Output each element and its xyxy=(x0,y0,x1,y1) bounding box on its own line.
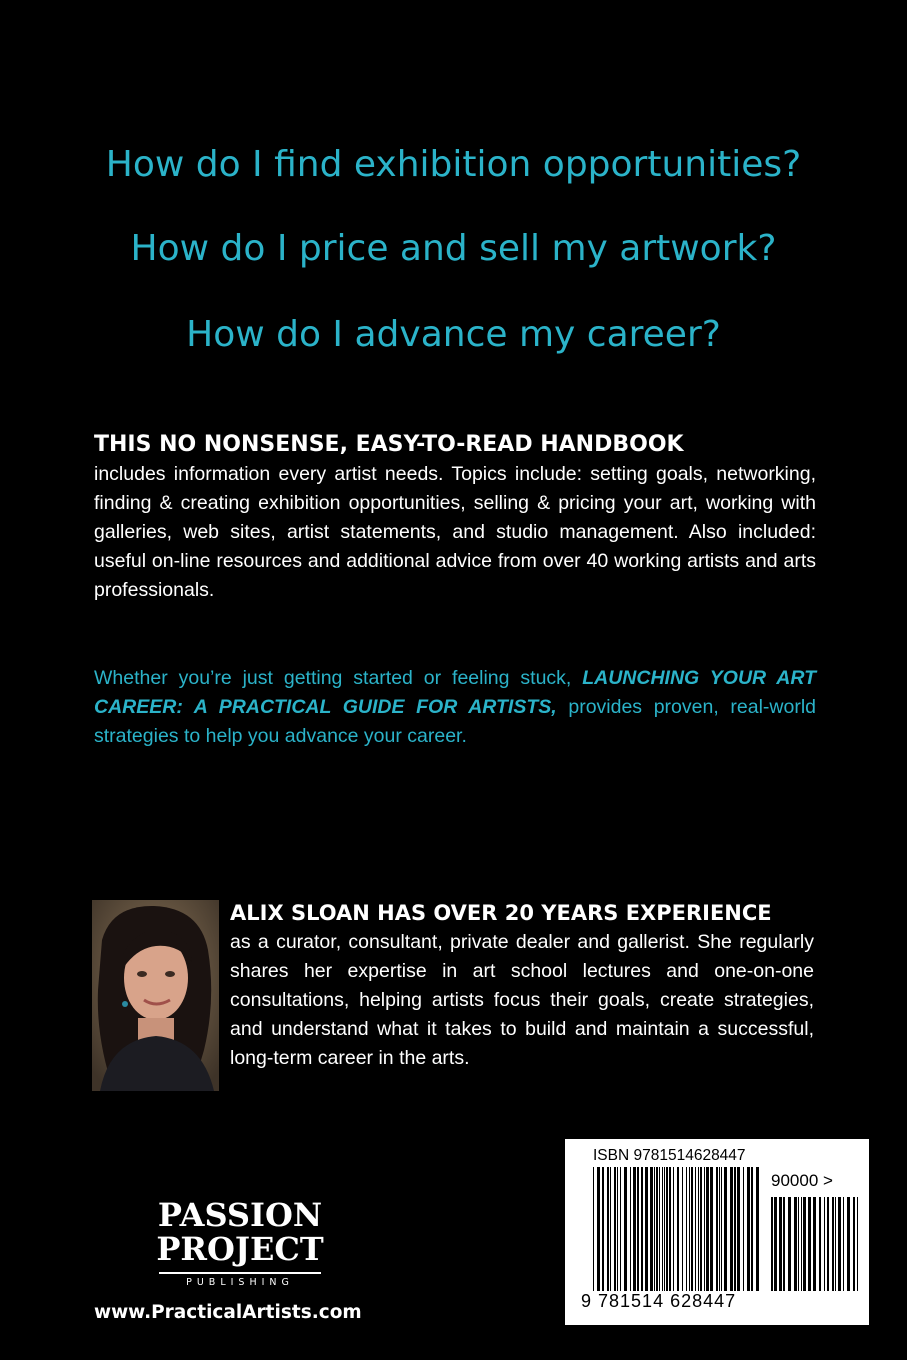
question-pricing: How do I price and sell my artwork? xyxy=(130,228,777,269)
author-bio xyxy=(230,898,814,1073)
question-career: How do I advance my career? xyxy=(186,314,721,355)
publisher-line-3: PUBLISHING xyxy=(159,1272,321,1288)
book-title: LAUNCHING YOUR ART CAREER: A PRACTICAL GUIDE FOR ARTISTS, xyxy=(94,667,817,718)
pitch-intro: Whether you’re just getting started or feeling stuck, xyxy=(94,667,583,689)
author-heading: ALIX SLOAN HAS OVER 20 YEARS EXPERIENCE xyxy=(230,901,772,925)
pitch-outro: provides proven, real-world strategies to help you advance your career. xyxy=(94,696,817,747)
author-portrait-image xyxy=(92,900,219,1091)
handbook-body: includes information every artist needs. Topics include: setting goals, networking, finding & creating exhibition opportunities, selling & pricing your art, working with galleries, web sites, artist statements, and studio management. Also included: useful on-line resources and additional advice from over 40 working artists and arts professionals. xyxy=(94,463,816,601)
author-photo xyxy=(92,900,219,1091)
author-body: as a curator, consultant, private dealer and gallerist. She regularly shares her expertise in art school lectures and one-on-one consultations, helping artists focus their goals, create strategies, and understand what it takes to build and maintain a successful, long-term career in the arts. xyxy=(230,931,814,1069)
handbook-heading: THIS NO NONSENSE, EASY-TO-READ HANDBOOK xyxy=(94,432,684,457)
isbn-barcode xyxy=(565,1139,869,1325)
isbn-label: ISBN 9781514628447 xyxy=(593,1147,746,1164)
price-code: 90000 > xyxy=(771,1171,833,1190)
publisher-logo xyxy=(155,1198,325,1288)
publisher-line-2: PROJECT xyxy=(156,1230,324,1268)
question-exhibition: How do I find exhibition opportunities? xyxy=(105,144,802,185)
publisher-line-1: PASSION xyxy=(157,1196,323,1234)
handbook-section xyxy=(94,430,816,605)
isbn-digits: 9 781514 628447 xyxy=(581,1291,737,1311)
pitch-paragraph xyxy=(94,664,816,751)
website-url: www.PracticalArtists.com xyxy=(94,1302,362,1323)
